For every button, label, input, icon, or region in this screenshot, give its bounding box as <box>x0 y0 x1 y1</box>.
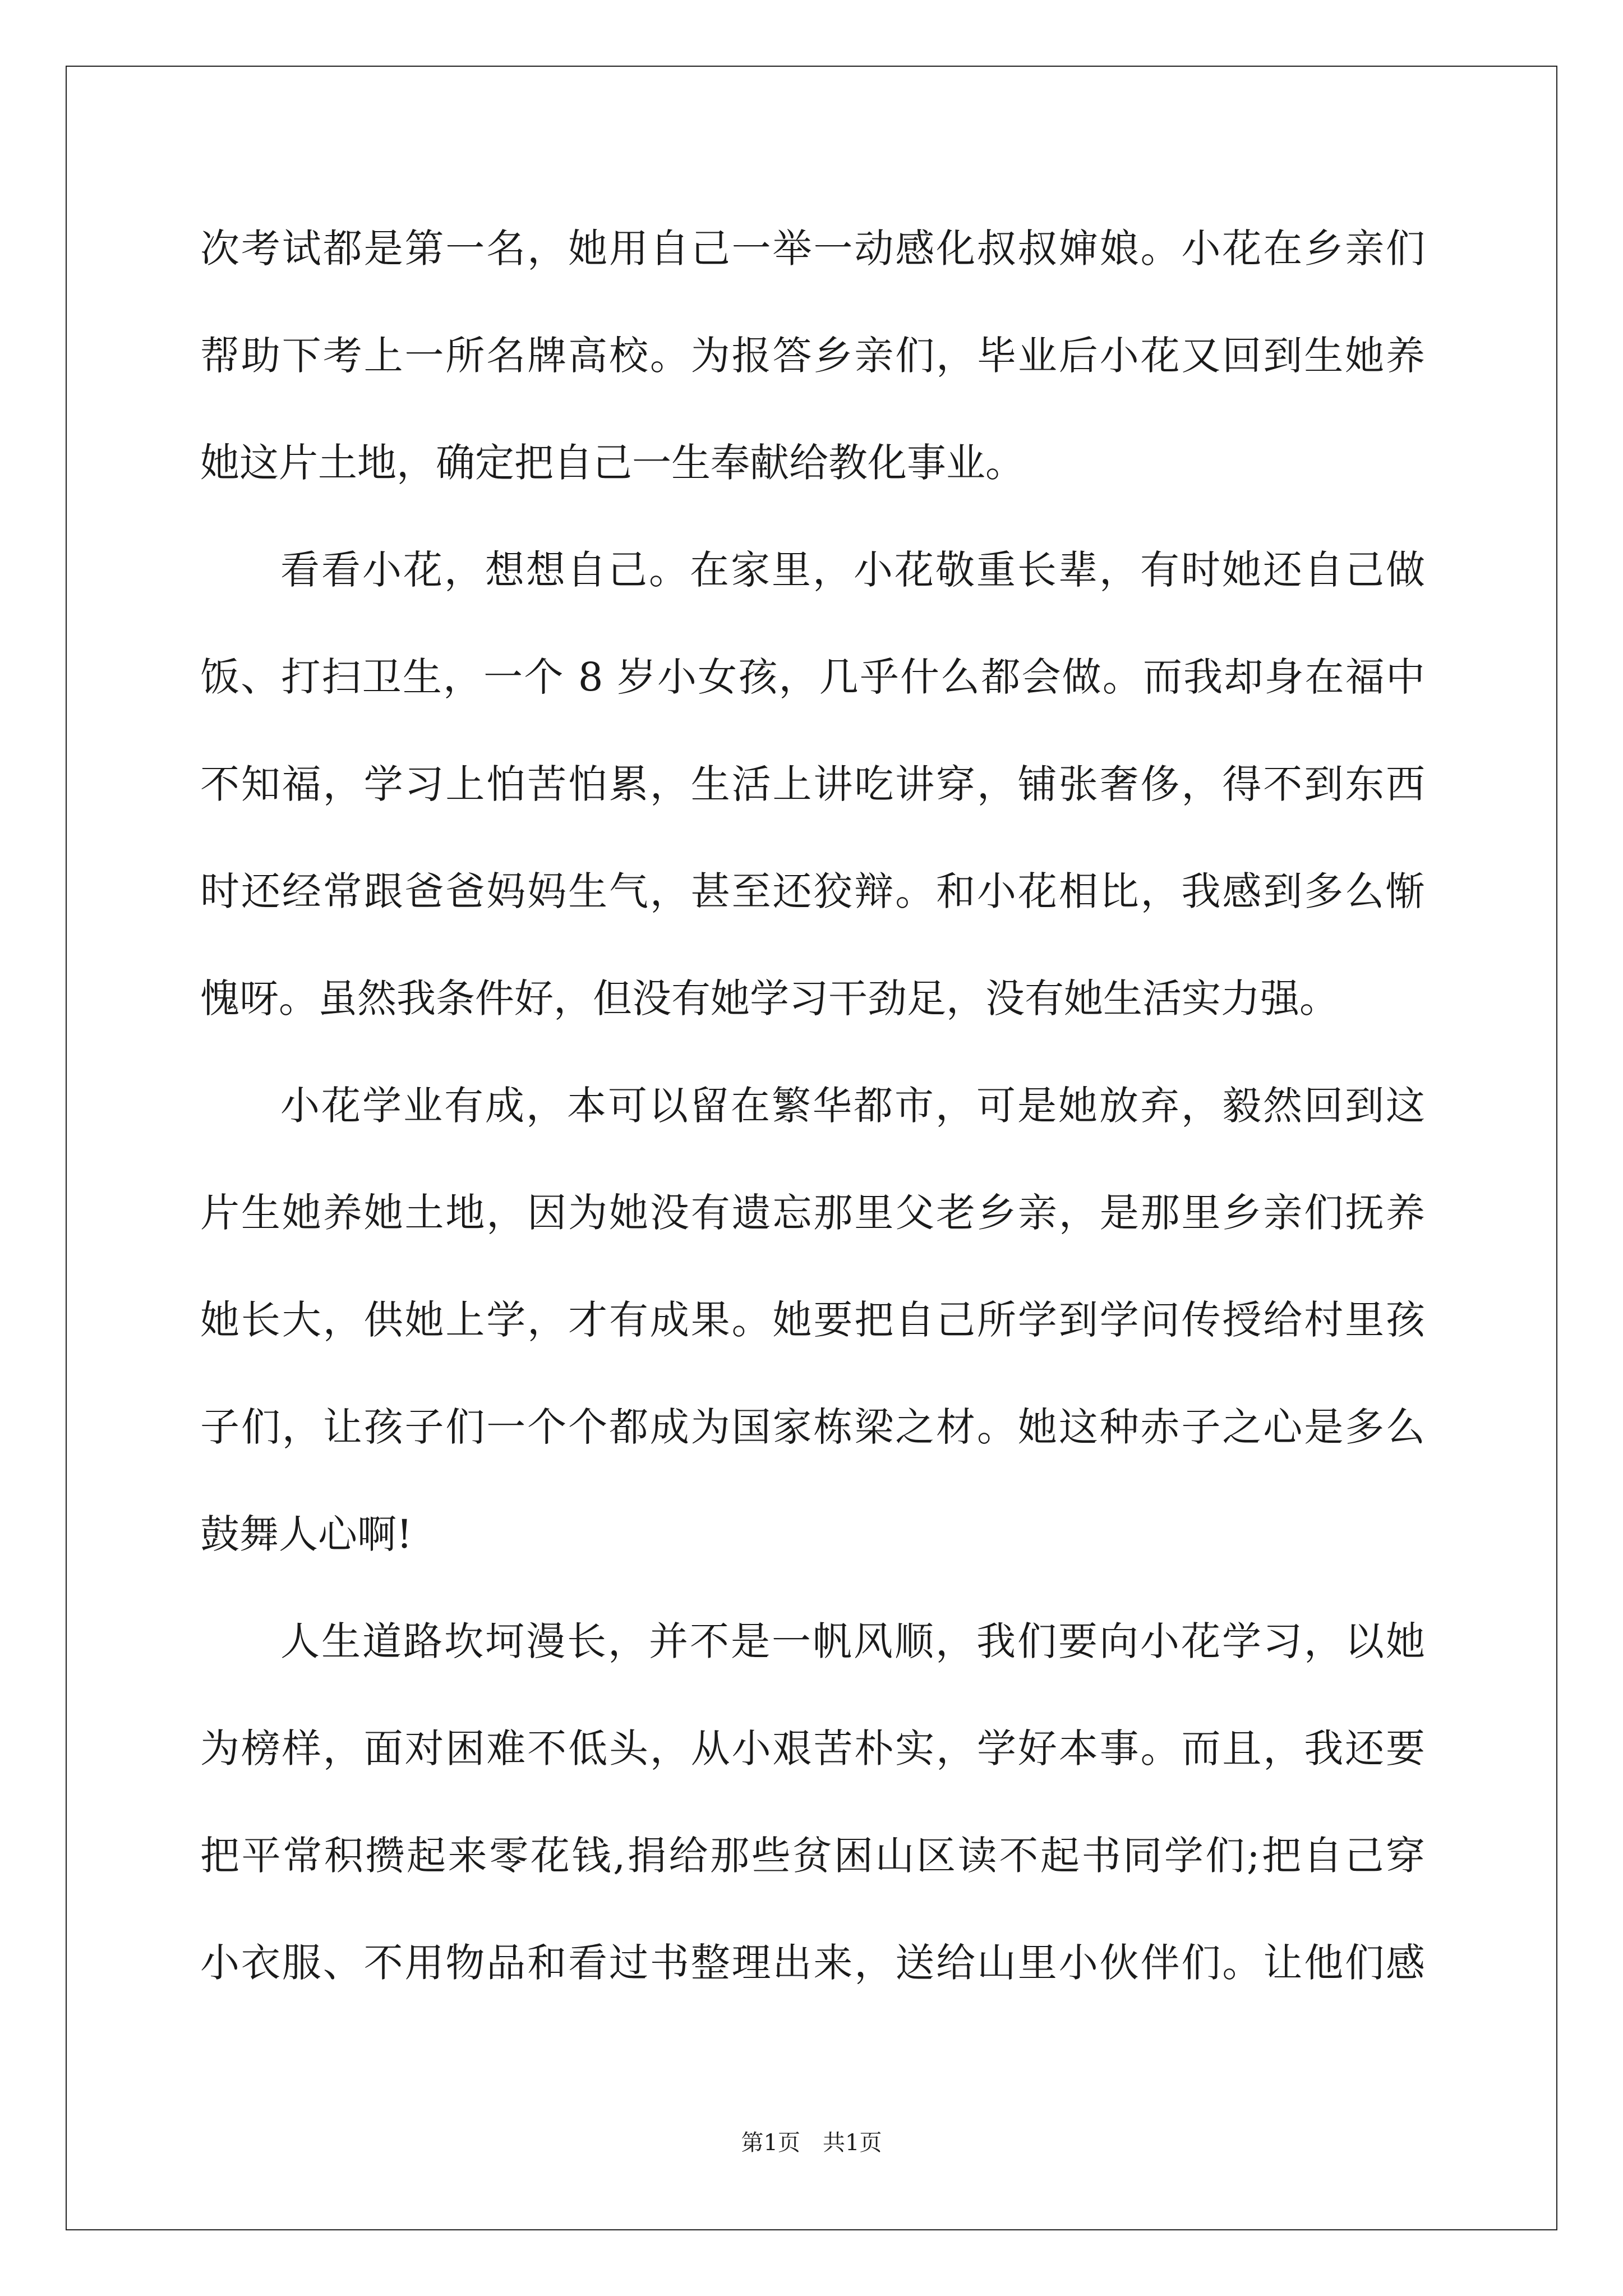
paragraph-line: 小衣服、不用物品和看过书整理出来，送给山里小伙伴们。让他们感 <box>200 1940 1425 1986</box>
paragraph <box>200 195 1425 517</box>
paragraph-line: 她长大，供她上学，才有成果。她要把自己所学到学问传授给村里孩 <box>200 1297 1425 1343</box>
paragraph <box>200 1588 1425 2017</box>
paragraph-line: 她这片土地，确定把自己一生奉献给教化事业。 <box>200 440 1025 486</box>
paragraph-line: 片生她养她土地，因为她没有遗忘那里父老乡亲，是那里乡亲们抚养 <box>200 1190 1425 1236</box>
page-footer: 第1页 共1页 <box>741 2130 882 2156</box>
paragraph-line: 次考试都是第一名，她用自己一举一动感化叔叔婶娘。小花在乡亲们 <box>200 226 1425 272</box>
paragraph-line: 帮助下考上一所名牌高校。为报答乡亲们，毕业后小花又回到生她养 <box>200 333 1425 379</box>
paragraph-line: 小花学业有成，本可以留在繁华都市，可是她放弃，毅然回到这 <box>280 1083 1425 1129</box>
paragraph-line: 不知福，学习上怕苦怕累，生活上讲吃讲穿，铺张奢侈，得不到东西 <box>200 761 1425 807</box>
paragraph-line: 鼓舞人心啊! <box>200 1511 413 1557</box>
paragraph-line: 为榜样，面对困难不低头，从小艰苦朴实，学好本事。而且，我还要 <box>200 1726 1425 1772</box>
paragraph <box>200 1052 1425 1588</box>
paragraph-line: 人生道路坎坷漫长，并不是一帆风顺，我们要向小花学习，以她 <box>280 1618 1425 1664</box>
paragraph-line: 饭、打扫卫生，一个 8 岁小女孩，几乎什么都会做。而我却身在福中 <box>200 654 1425 700</box>
document-body <box>200 195 1425 2017</box>
paragraph-line: 时还经常跟爸爸妈妈生气，甚至还狡辩。和小花相比，我感到多么惭 <box>200 868 1425 914</box>
paragraph-line: 把平常积攒起来零花钱,捐给那些贫困山区读不起书同学们;把自己穿 <box>200 1833 1425 1879</box>
paragraph <box>200 517 1425 1052</box>
paragraph-line: 子们，让孩子们一个个都成为国家栋梁之材。她这种赤子之心是多么 <box>200 1404 1425 1450</box>
paragraph-line: 愧呀。虽然我条件好，但没有她学习干劲足，没有她生活实力强。 <box>200 976 1339 1022</box>
paragraph-line: 看看小花，想想自己。在家里，小花敬重长辈，有时她还自己做 <box>280 547 1425 593</box>
